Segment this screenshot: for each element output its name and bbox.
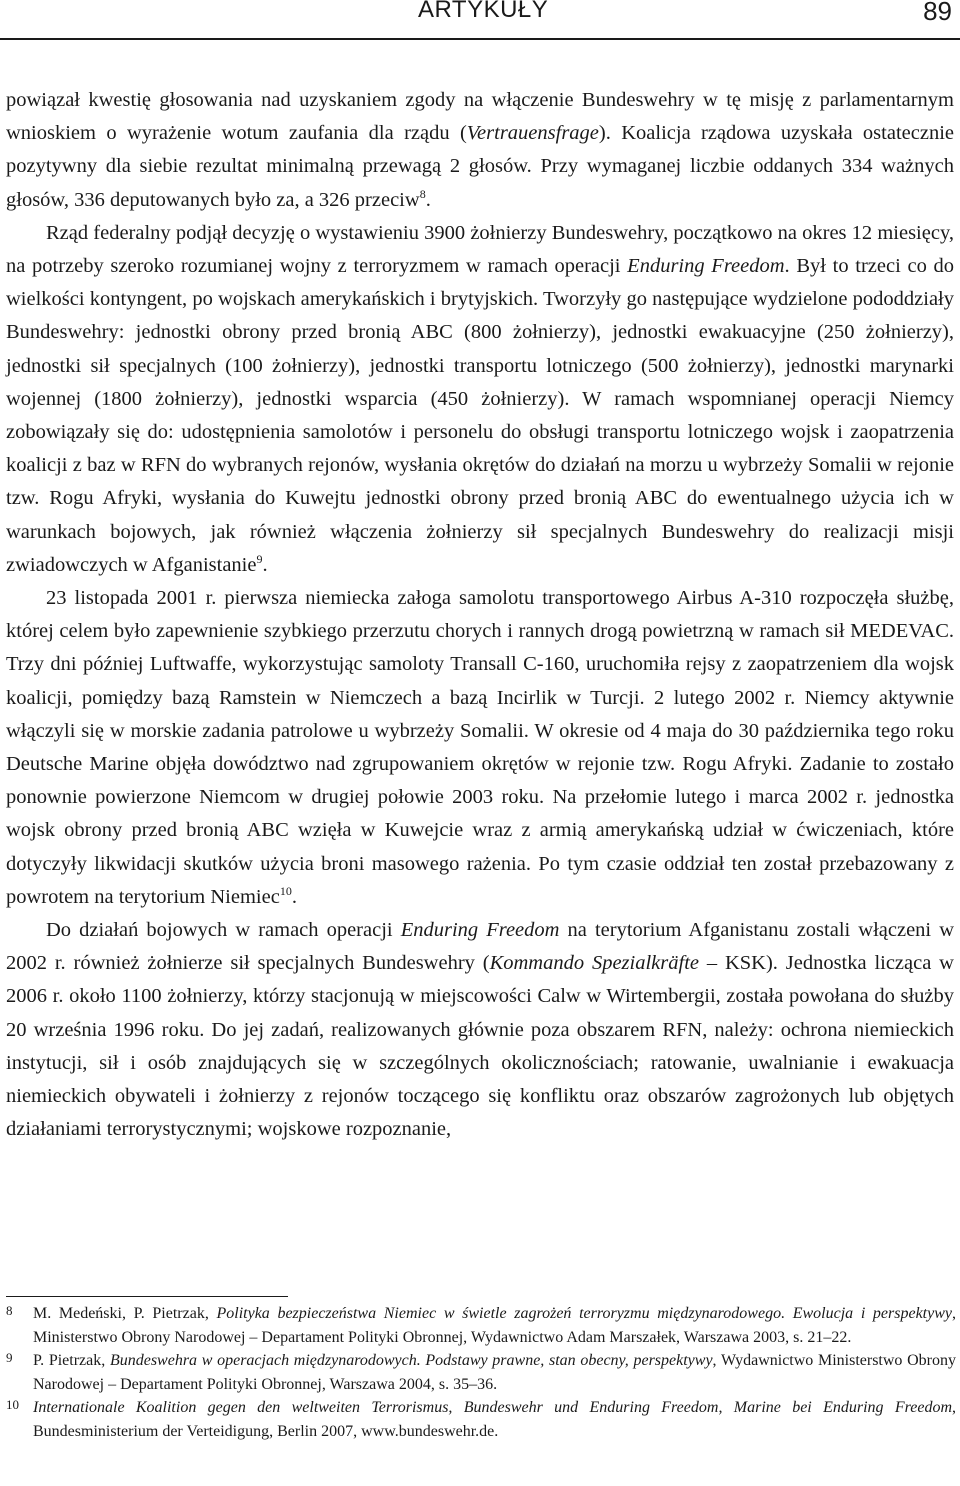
italic-term: Vertrauensfrage xyxy=(466,122,599,145)
italic-title: Internationale Koalition gegen den weltweiten Terrorismus, Bundeswehr und Enduring Freedom, Marine bei Enduring Freedom xyxy=(33,1399,952,1416)
paragraph-3 xyxy=(6,582,954,914)
text-run: , Bundesministerium der Verteidigung, Berlin 2007, www.bundeswehr.de. xyxy=(33,1399,956,1440)
footnote-number: 8 xyxy=(6,1303,13,1318)
footnote-number: 10 xyxy=(6,1397,19,1412)
footnote-number: 9 xyxy=(6,1350,13,1365)
footnote-8 xyxy=(6,1302,956,1349)
text-run: , Wydawnictwo Ministerstwo Obrony Narodowej – Departament Polityki Obronnej, Warszawa 2004, s. 35–36. xyxy=(33,1352,957,1393)
italic-term: Kommando Spezialkräfte xyxy=(489,952,699,975)
footnote-ref-9[interactable]: 9 xyxy=(256,551,263,566)
text-run: . Był to trzeci co do wielkości kontyngent, po wojskach amerykańskich i brytyjskich. Tworzyły go następujące wydzielone pododdziały Bundeswehry: jednostki obrony przed bronią ABC (800 żołnierzy), jednostki ewakuacyjne (250 żołnierzy), jednostki sił specjalnych (100 żołnierzy), jednostki transportu lotniczego (500 żołnierzy), jednostki marynarki wojennej (1800 żołnierzy), jednostki wsparcia (450 żołnierzy). W ramach wspomnianej operacji Niemcy zobowiązały się do: udostępnienia samolotów i personelu do obsługi transportu lotniczego wojsk i zaopatrzenia koalicji z baz w RFN do wybranych rejonów, wysłania okrętów do działań na morzu u wybrzeży Somalii w rejonie tzw. Rogu Afryki, wysłania do Kuwejtu jednostki obrony przed bronią ABC do ewentualnego użycia ich w warunkach bojowych, jak również włączenia żołnierzy sił specjalnych Bundeswehry do realizacji misji zwiadowczych w Afganistanie xyxy=(6,255,954,576)
text-run: na terytorium Afganistanu zostali włączeni w 2002 r. również żołnierze sił specjalnych Bundeswehry ( xyxy=(6,919,955,975)
text-run: . xyxy=(291,885,297,908)
footnote-9 xyxy=(6,1349,956,1396)
text-run: M. Medeński, P. Pietrzak, xyxy=(33,1305,217,1322)
footnote-ref-10[interactable]: 10 xyxy=(279,883,292,898)
page-header xyxy=(0,0,960,40)
paragraph-2 xyxy=(6,217,954,582)
paragraph-4 xyxy=(6,914,954,1146)
footnote-10 xyxy=(6,1396,956,1443)
text-run: , Ministerstwo Obrony Narodowej – Departament Polityki Obronnej, Wydawnictwo Adam Marszałek, Warszawa 2003, s. 21–22. xyxy=(33,1305,956,1346)
text-run: P. Pietrzak, xyxy=(33,1352,110,1369)
text-run: ). Koalicja rządowa uzyskała ostatecznie pozytywny dla siebie rezultat minimalną przewagą 2 głosów. Przy wymaganej liczbie oddanych 334 ważnych głosów, 336 deputowanych było za, a 326 przeciw xyxy=(6,122,954,211)
page-number: 89 xyxy=(923,0,952,26)
text-run: Rząd federalny podjął decyzję o wystawieniu 3900 żołnierzy Bundeswehry, początkowo na okres 12 miesięcy, na potrzeby szeroko rozumianej wojny z terroryzmem w ramach operacji xyxy=(6,221,954,278)
italic-title: Bundeswehra w operacjach międzynarodowych. Podstawy prawne, stan obecny, perspektywy xyxy=(109,1352,713,1369)
italic-term: Enduring Freedom xyxy=(400,919,560,942)
section-title: ARTYKUŁY xyxy=(418,0,549,23)
text-run: Do działań bojowych w ramach operacji xyxy=(46,919,401,942)
article-body xyxy=(6,84,954,1147)
text-run: – KSK). Jednostka licząca w 2006 r. około 1100 żołnierzy, którzy stacjonują w miejscowości Calw w Wirtembergii, została powołana do służby 20 września 1996 roku. Do jej zadań, realizowanych głównie poza obszarem RFN, należy: ochrona niemieckich instytucji, sił i osób znajdujących się w szczególnych okolicznościach; ratowanie, uwalnianie i ewakuacja niemieckich obywateli i żołnierzy z rejonów toczącego się konfliktu oraz obszarów zagrożonych lub objętych działaniami terrorystycznymi; wojskowe rozpoznanie, xyxy=(6,952,954,1141)
text-run: 23 listopada 2001 r. pierwsza niemiecka załoga samolotu transportowego Airbus A-310 rozpoczęła służbę, której celem było zapewnienie szybkiego przerzutu chorych i rannych drogą powietrzną w ramach sił MEDEVAC. Trzy dni później Luftwaffe, wykorzystując samoloty Transall C-160, uruchomiła rejsy z zaopatrzeniem dla wojsk koalicji, pomiędzy bazą Ramstein w Niemczech a bazą Incirlik w Turcji. 2 lutego 2002 r. Niemcy aktywnie włączyli się w morskie zadania patrolowe u wybrzeży Somalii. W okresie od 4 maja do 30 października tego roku Deutsche Marine objęła dowództwo nad zgrupowaniem okrętów w rejonie tzw. Rogu Afryki. Zadanie to zostało ponownie powierzone Niemcom w drugiej połowie 2003 roku. Na przełomie lutego i marca 2002 r. jednostka wojsk obrony przed bronią ABC wzięła w Kuwejcie wraz z armią amerykańską udział w ćwiczeniach, które dotyczyły likwidacji skutków użycia broni masowego rażenia. Po tym czasie oddział ten został przebazowany z powrotem na terytorium Niemiec xyxy=(6,587,954,908)
text-run: powiązał kwestię głosowania nad uzyskaniem zgody na włączenie Bundeswehry w tę misję z parlamentarnym wnioskiem o wyrażenie wotum zaufania dla rządu ( xyxy=(6,89,954,145)
text-run: . xyxy=(425,188,431,211)
italic-title: Polityka bezpieczeństwa Niemiec w świetle zagrożeń terroryzmu międzynarodowego. Ewolucja i perspektywy xyxy=(216,1305,952,1322)
footnote-separator xyxy=(6,1296,288,1297)
text-run: . xyxy=(262,553,268,576)
footnote-ref-8[interactable]: 8 xyxy=(419,186,426,201)
footnotes xyxy=(6,1302,956,1443)
paragraph-1 xyxy=(6,84,954,217)
italic-term: Enduring Freedom xyxy=(627,255,785,278)
